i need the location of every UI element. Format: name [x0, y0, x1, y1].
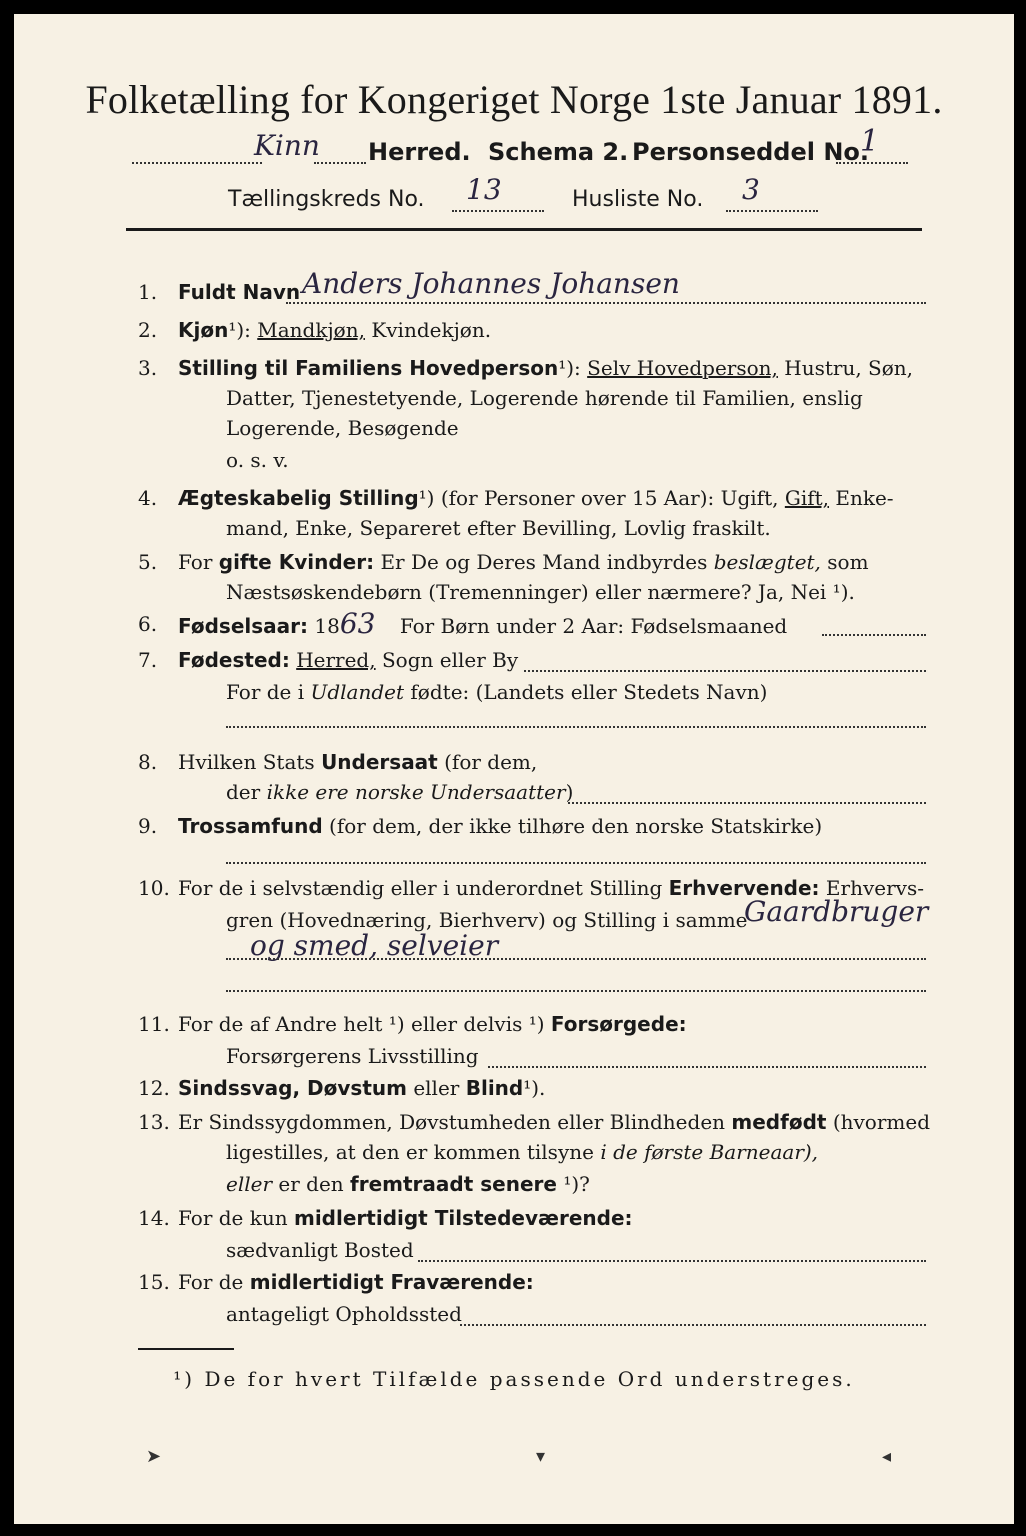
q4-line2: mand, Enke, Separeret efter Bevilling, Lovlig fraskilt.: [226, 516, 771, 540]
q3-sup: ¹):: [558, 356, 581, 380]
q13-text2: (hvormed: [832, 1110, 930, 1134]
dotted-line: [132, 162, 262, 164]
schema-label: Schema 2.: [488, 138, 629, 166]
personseddel-value: 1: [860, 124, 880, 159]
q13-line1: [178, 1108, 930, 1136]
q6-prefix: 18: [314, 614, 340, 638]
q5-text: Er De og Deres Mand indbyrdes: [380, 550, 708, 574]
q5-label: gifte Kvinder:: [218, 550, 375, 574]
q4-sup: ¹): [418, 486, 435, 510]
q8-label: Undersaat: [321, 750, 438, 774]
q8-pre: Hvilken Stats: [178, 750, 315, 774]
full-name-value: Anders Johannes Johansen: [302, 267, 680, 300]
corner-mark: ◂: [882, 1446, 892, 1467]
q11-text: For de af Andre helt ¹) eller delvis ¹): [178, 1012, 545, 1036]
q4-option-selected: Gift,: [784, 486, 830, 510]
q15-line1: [178, 1268, 534, 1296]
q13-text: Er Sindssygdommen, Døvstumheden eller Blindheden: [178, 1110, 726, 1134]
q5-line1: [178, 548, 869, 576]
occupation-value-2: og smed, selveier: [250, 929, 499, 962]
q2-label: Kjøn: [178, 318, 229, 342]
q11-line1: [178, 1010, 687, 1038]
item-number: 2.: [138, 318, 158, 342]
q1-label: Fuldt Navn: [178, 280, 301, 304]
form-title: Folketælling for Kongeriget Norge 1ste Januar 1891.: [85, 77, 943, 122]
q8-text: (for dem,: [444, 750, 538, 774]
q2-option-selected: Mandkjøn,: [257, 318, 365, 342]
corner-mark: ▾: [536, 1446, 546, 1467]
q13-italic2: eller: [226, 1172, 273, 1196]
q5-pre: For: [178, 550, 213, 574]
dotted-line: [452, 210, 544, 212]
dotted-line: [836, 162, 908, 164]
q3-line1: [178, 354, 913, 382]
dotted-line: [286, 302, 926, 304]
q4-line1: [178, 484, 894, 512]
q8-italic: ikke ere norske Undersaatter: [266, 780, 566, 804]
q5-text2: som: [827, 550, 869, 574]
dotted-line: [488, 1066, 926, 1068]
corner-mark: ➤: [146, 1446, 162, 1467]
q11-label: Forsørgede:: [550, 1012, 687, 1036]
q13-italic: i de første Barneaar),: [600, 1140, 819, 1164]
q14-pre: For de kun: [178, 1206, 288, 1230]
q15-label: midlertidigt Fraværende:: [249, 1270, 534, 1294]
q8-line2: der ikke ere norske Undersaatter): [226, 780, 574, 804]
q8-text2: der: [226, 780, 261, 804]
q4-text: (for Personer over 15 Aar): Ugift,: [440, 486, 779, 510]
q14-label: midlertidigt Tilstedeværende:: [293, 1206, 633, 1230]
q3-label: Stilling til Familiens Hovedperson: [178, 356, 559, 380]
q10-label: Erhvervende:: [668, 876, 820, 900]
dotted-line: [314, 162, 366, 164]
item-number: 10.: [138, 876, 170, 900]
q7-line1: [178, 646, 518, 674]
q10-text: For de i selvstændig eller i underordnet Stilling: [178, 876, 663, 900]
q2-option: Kvindekjøn.: [371, 318, 492, 342]
q9-label: Trossamfund: [178, 814, 323, 838]
q13-line3: [226, 1170, 590, 1198]
q5-italic: beslægtet,: [713, 550, 821, 574]
kreds-value: 13: [466, 173, 502, 206]
q7-text2: fødte: (Landets eller Stedets Navn): [410, 680, 768, 704]
q7-option-selected: Herred,: [296, 648, 376, 672]
q10-text2: Erhvervs-: [825, 876, 924, 900]
q15-line2: antageligt Opholdssted: [226, 1302, 462, 1326]
item-number: 15.: [138, 1270, 170, 1294]
q9-rest: (for dem, der ikke tilhøre den norske Statskirke): [329, 814, 823, 838]
header-rule: [126, 228, 922, 231]
footnote-rule: [138, 1348, 234, 1350]
item-number: 5.: [138, 550, 158, 574]
q5-line2: Næstsøskendebørn (Tremenninger) eller nærmere? Ja, Nei ¹).: [226, 580, 855, 604]
q13-text4: er den: [278, 1172, 344, 1196]
q7-text: For de i: [226, 680, 305, 704]
dotted-line: [726, 210, 818, 212]
personseddel-label: Personseddel No.: [632, 138, 870, 166]
item-number: 11.: [138, 1012, 170, 1036]
item-number: 8.: [138, 750, 158, 774]
q12-mid: eller: [413, 1076, 460, 1100]
item-number: 7.: [138, 648, 158, 672]
dotted-line: [460, 1324, 926, 1326]
q6-line: [178, 607, 788, 640]
dotted-line: [568, 802, 926, 804]
q4-text2: Enke-: [835, 486, 894, 510]
q14-line2: sædvanligt Bosted: [226, 1238, 414, 1262]
census-form: [14, 14, 1014, 1524]
dotted-line: [226, 958, 926, 960]
q13-text3: ligestilles, at den er kommen tilsyne: [226, 1140, 594, 1164]
q2-sup: ¹):: [228, 318, 251, 342]
footnote: ¹) De for hvert Tilfælde passende Ord understreges.: [173, 1367, 855, 1391]
q7-rest: Sogn eller By: [381, 648, 519, 672]
q11-line2: Forsørgerens Livsstilling: [226, 1044, 479, 1068]
q6-rest: For Børn under 2 Aar: Fødselsmaaned: [399, 614, 788, 638]
item-number: 12.: [138, 1076, 170, 1100]
husliste-value: 3: [742, 173, 760, 206]
q12-rest: ¹).: [523, 1076, 546, 1100]
dotted-line: [226, 862, 926, 864]
kreds-label: Tællingskreds No.: [228, 187, 425, 212]
q8-line1: [178, 748, 537, 776]
q13-label2: fremtraadt senere: [350, 1172, 557, 1196]
q4-label: Ægteskabelig Stilling: [178, 486, 419, 510]
occupation-value-1: Gaardbruger: [744, 895, 929, 928]
q7-italic: Udlandet: [310, 680, 405, 704]
q15-pre: For de: [178, 1270, 244, 1294]
dotted-line: [418, 1260, 926, 1262]
q2-line: [178, 316, 491, 344]
q12-label: Sindssvag, Døvstum: [178, 1076, 407, 1100]
herred-value: Kinn: [254, 129, 320, 162]
herred-label: Herred.: [368, 138, 471, 166]
birth-year-value: 63: [339, 607, 376, 640]
item-number: 1.: [138, 280, 158, 304]
item-number: 14.: [138, 1206, 170, 1230]
item-number: 4.: [138, 486, 158, 510]
item-number: 3.: [138, 356, 158, 380]
dotted-line: [226, 726, 926, 728]
q3-rest: Hustru, Søn,: [784, 356, 914, 380]
q10-line2: gren (Hovednæring, Bierhverv) og Stilling i samme: [226, 908, 748, 932]
dotted-line: [524, 670, 926, 672]
q13-label: medfødt: [731, 1110, 827, 1134]
q3-option-selected: Selv Hovedperson,: [587, 356, 778, 380]
q7-line2: [226, 678, 767, 706]
item-number: 6.: [138, 612, 158, 636]
q3-line3: Logerende, Besøgende: [226, 416, 459, 440]
dotted-line: [822, 634, 926, 636]
q14-line1: [178, 1204, 633, 1232]
husliste-label: Husliste No.: [572, 187, 704, 212]
q7-label: Fødested:: [178, 648, 290, 672]
q3-line4: o. s. v.: [226, 448, 289, 472]
q13-text5: ¹)?: [563, 1172, 590, 1196]
q3-line2: Datter, Tjenestetyende, Logerende hørende til Familien, enslig: [226, 386, 863, 410]
dotted-line: [226, 990, 926, 992]
q9-line: [178, 812, 822, 840]
item-number: 13.: [138, 1110, 170, 1134]
item-number: 9.: [138, 814, 158, 838]
q13-line2: [226, 1138, 818, 1166]
q12-line: [178, 1074, 545, 1102]
q12-label2: Blind: [465, 1076, 524, 1100]
q6-label: Fødselsaar:: [178, 614, 308, 638]
